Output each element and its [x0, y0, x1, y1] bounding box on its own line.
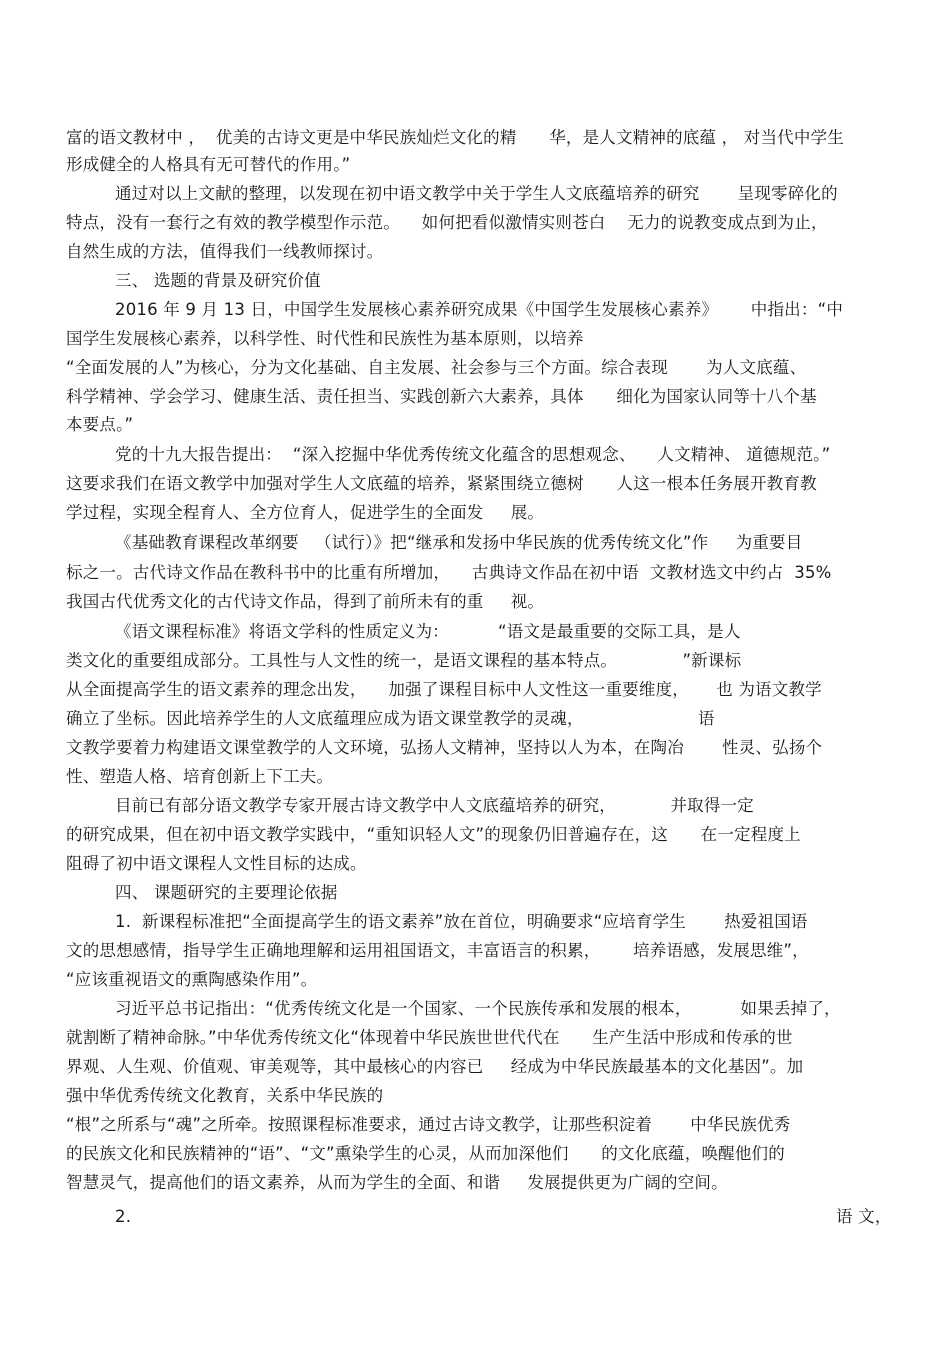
text-line: 这要求我们在语文教学中加强对学生人文底蕴的培养，紧紧围绕立德树 人这一根本任务展开教育教: [66, 474, 817, 493]
text-line: “根”之所系与“魂”之所牵。按照课程标准要求，通过古诗文教学，让那些积淀着 中华民族优秀: [66, 1115, 791, 1134]
text-line: 1. 新课程标准把“全面提高学生的语文素养”放在首位，明确要求“应培育学生 热爱祖国语: [115, 912, 808, 931]
text-line: 特点，没有一套行之有效的教学模型作示范。 如何把看似激情实则苍白 无力的说教变成点到为止，: [66, 213, 828, 232]
text-line: 就割断了精神命脉。”中华优秀传统文化“体现着中华民族世世代代在 生产生活中形成和传承的世: [66, 1028, 793, 1047]
text-line: 科学精神、学会学习、健康生活、责任担当、实践创新六大素养，具体 细化为国家认同等十八个基: [66, 387, 817, 406]
text-line: 智慧灵气，提高他们的语文素养，从而为学生的全面、和谐 发展提供更为广阔的空间。: [66, 1173, 728, 1192]
text-line: 《基础教育课程改革纲要 （试行）》把“继承和发扬中华民族的优秀传统文化”作 为重要目: [115, 533, 803, 552]
text-line: 本要点。”: [66, 415, 134, 434]
text-line: 确立了坐标。因此培养学生的人文底蕴理应成为语文课堂教学的灵魂， 语: [66, 709, 715, 728]
text-line: 2016 年 9 月 13 日，中国学生发展核心素养研究成果《中国学生发展核心素养》 中指出：“中: [115, 300, 844, 319]
text-line: 从全面提高学生的语文素养的理念出发， 加强了课程目标中人文性这一重要维度， 也 为语文教学: [66, 680, 822, 699]
text-line: 的民族文化和民族精神的“语”、“文”熏染学生的心灵，从而加深他们 的文化底蕴，唤醒他们的: [66, 1144, 785, 1163]
text-line: 的研究成果，但在初中语文教学实践中，“重知识轻人文”的现象仍旧普遍存在，这 在一定程度上: [66, 825, 801, 844]
text-line: 党的十九大报告提出： “深入挖掘中华优秀传统文化蕴含的思想观念、 人文精神、 道德规范。”: [115, 445, 831, 464]
list-number: 2.: [115, 1207, 132, 1226]
text-line: 强中华优秀传统文化教育，关系中华民族的: [66, 1086, 384, 1105]
text-line: 富的语文教材中 ， 优美的古诗文更是中华民族灿烂文化的精 华，是人文精神的底蕴 ， 对当代中学生: [66, 128, 844, 147]
text-line: 自然生成的方法，值得我们一线教师探讨。: [66, 242, 384, 261]
text-line: 文的思想感情，指导学生正确地理解和运用祖国语文，丰富语言的积累， 培养语感，发展思维”，: [66, 941, 809, 960]
text-line: 标之一。古代诗文作品在教科书中的比重有所增加， 古典诗文作品在初中语 文教材选文中约占 35%: [66, 563, 832, 582]
text-line: 目前已有部分语文教学专家开展古诗文教学中人文底蕴培养的研究， 并取得一定: [115, 796, 754, 815]
text-line: 习近平总书记指出：“优秀传统文化是一个国家、一个民族传承和发展的根本， 如果丢掉了，: [115, 999, 841, 1018]
section-heading: 三、 选题的背景及研究价值: [115, 271, 321, 290]
text-line: 《语文课程标准》将语文学科的性质定义为： “语文是最重要的交际工具，是人: [115, 622, 741, 641]
text-line: 我国古代优秀文化的古代诗文作品，得到了前所未有的重 视。: [66, 592, 545, 611]
text-line: 形成健全的人格具有无可替代的作用。”: [66, 155, 351, 174]
text-line: 国学生发展核心素养，以科学性、时代性和民族性为基本原则，以培养: [66, 329, 584, 348]
text-line: 性、塑造人格、培育创新上下工夫。: [66, 767, 334, 786]
text-line: 文教学要着力构建语文课堂教学的人文环境，弘扬人文精神，坚持以人为本，在陶冶 性灵、弘扬个: [66, 738, 823, 757]
text-line: 学过程，实现全程育人、全方位育人，促进学生的全面发 展。: [66, 503, 545, 522]
text-line: 类文化的重要组成部分。工具性与人文性的统一，是语文课程的基本特点。 ”新课标: [66, 651, 742, 670]
text-line: 通过对以上文献的整理，以发现在初中语文教学中关于学生人文底蕴培养的研究 呈现零碎化的: [115, 184, 838, 203]
text-line: 界观、人生观、价值观、审美观等，其中最核心的内容已 经成为中华民族最基本的文化基因”。加: [66, 1057, 804, 1076]
text-line: “应该重视语文的熏陶感染作用”。: [66, 970, 318, 989]
section-heading: 四、 课题研究的主要理论依据: [115, 883, 338, 902]
text-line: “全面发展的人”为核心，分为文化基础、自主发展、社会参与三个方面。综合表现 为人文底蕴、: [66, 358, 807, 377]
text-line: 阻碍了初中语文课程人文性目标的达成。: [66, 854, 367, 873]
text-line: 语 文，: [836, 1207, 892, 1226]
